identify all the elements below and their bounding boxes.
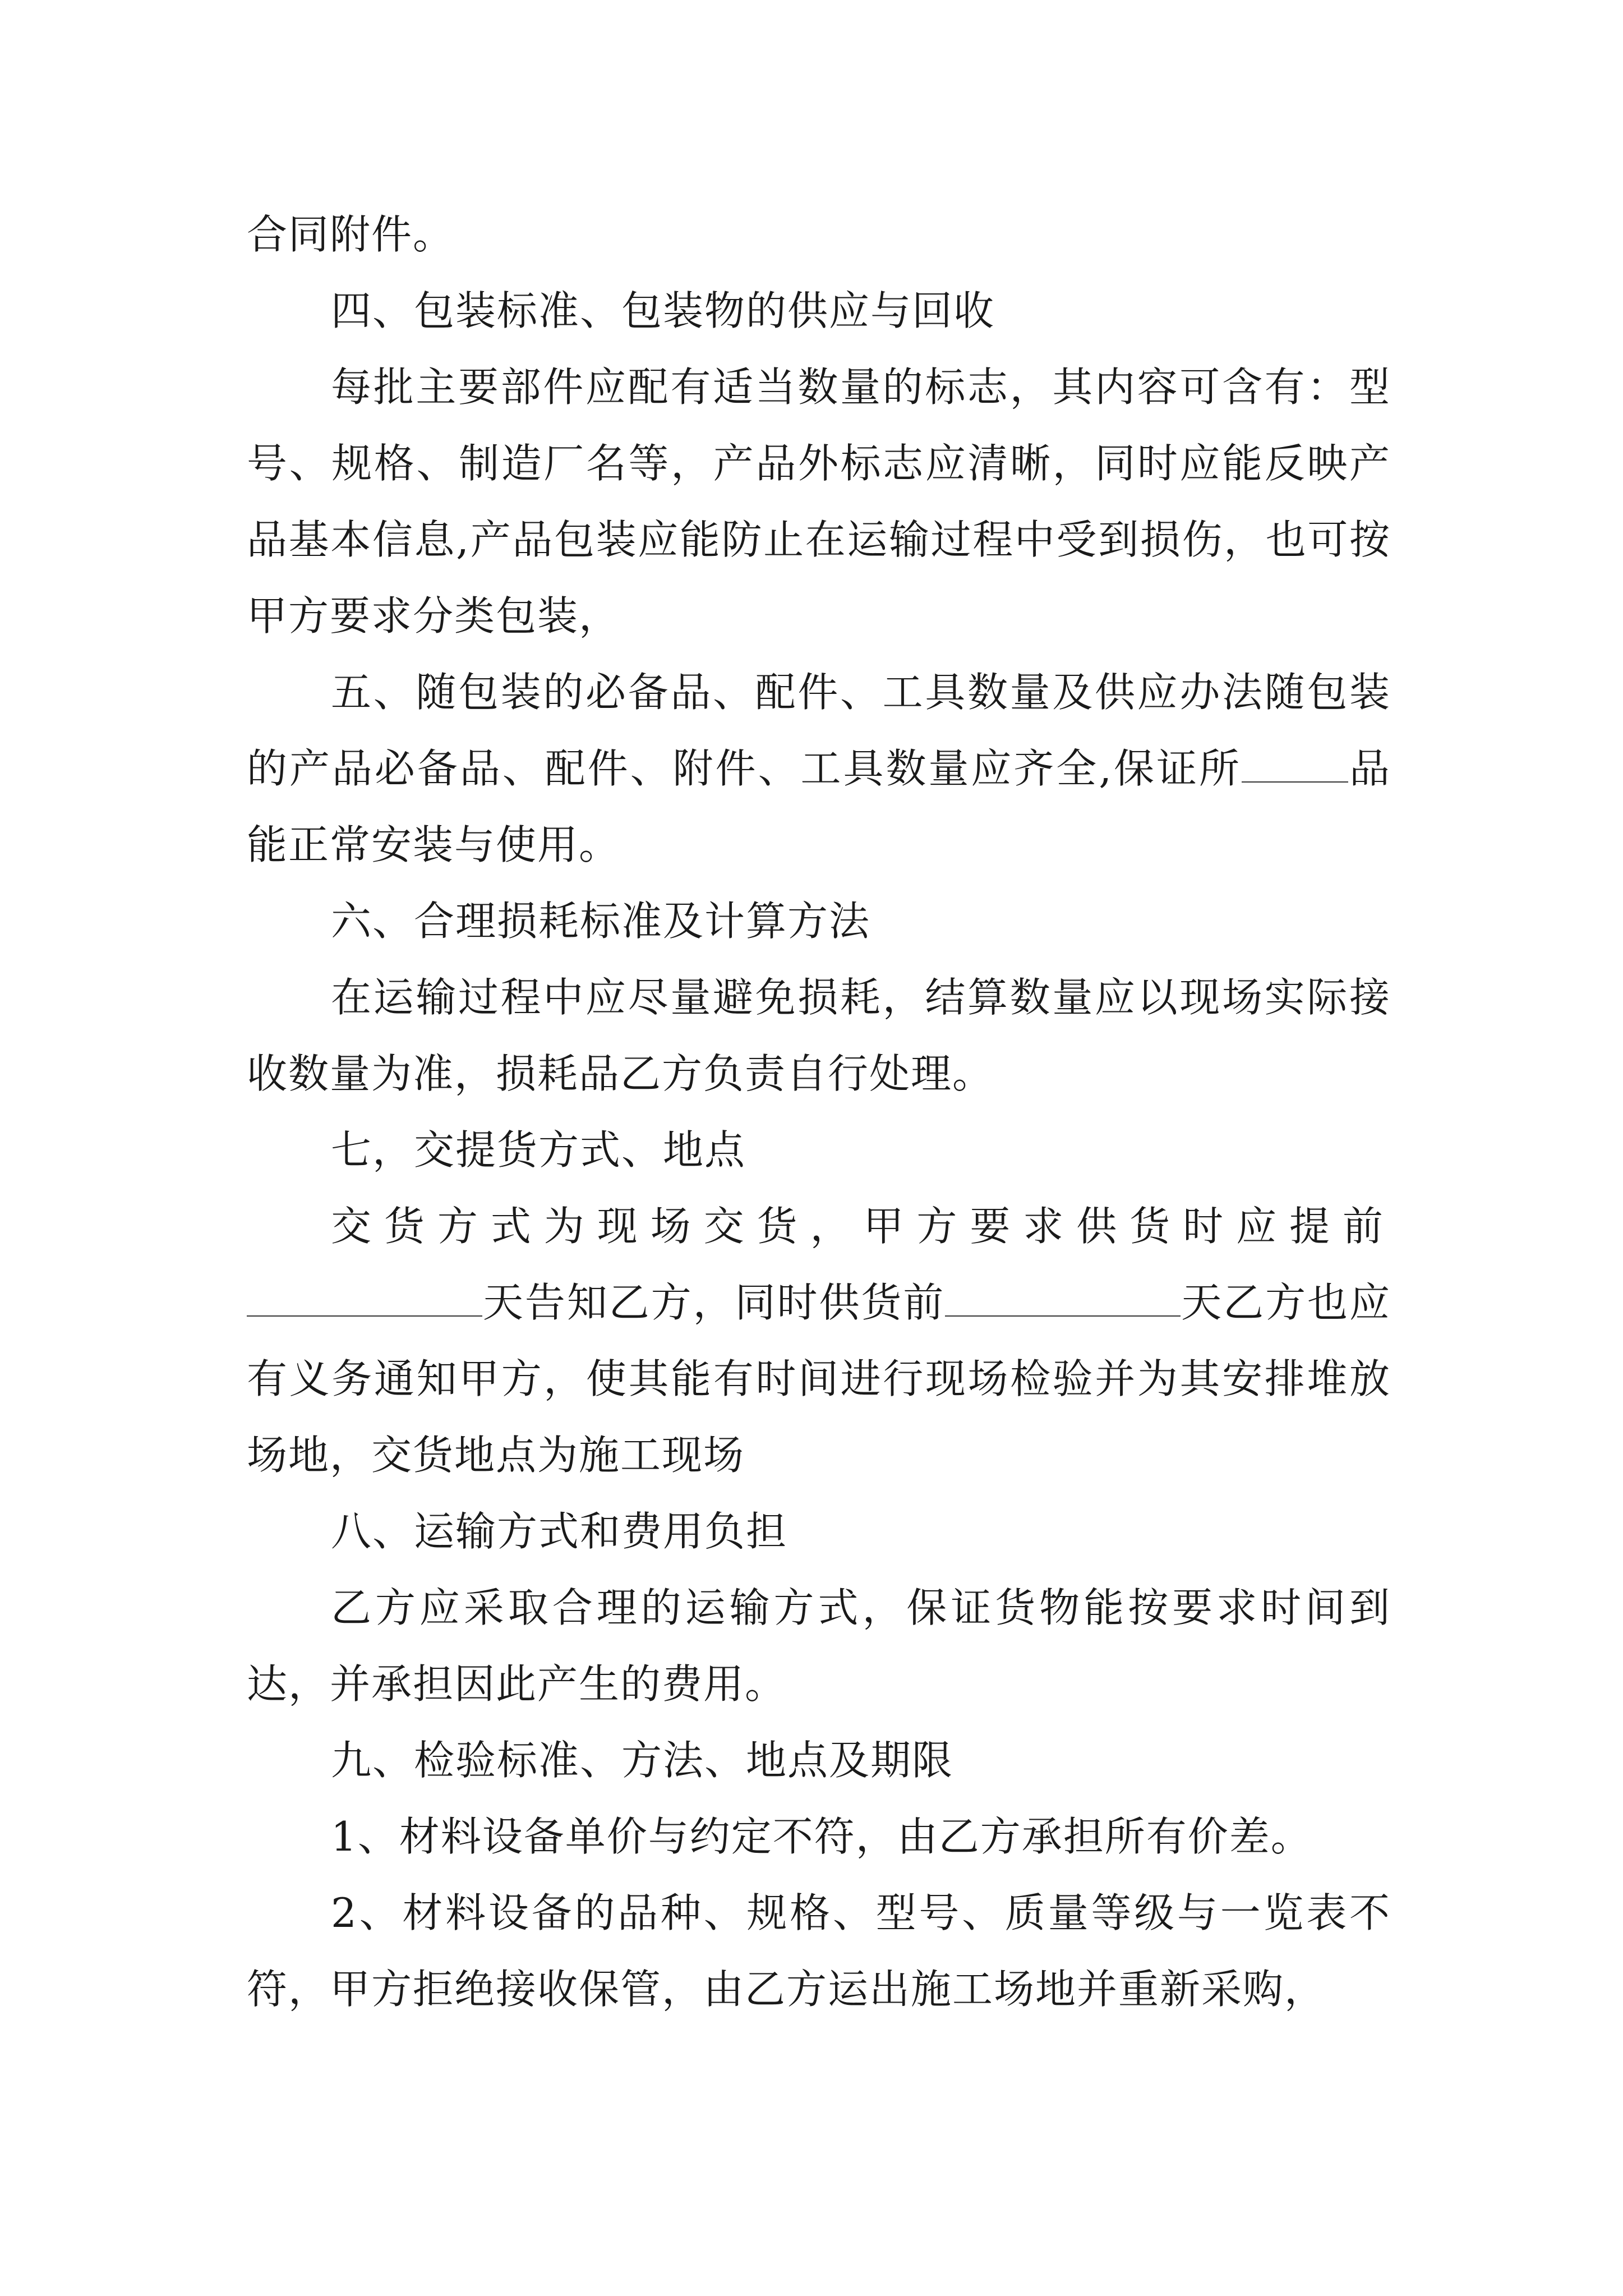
heading-inspection	[247, 1722, 1391, 1798]
paragraph-inspection-1	[247, 1798, 1391, 1875]
paragraph-text: 1、材料设备单价与约定不符，由乙方承担所有价差。	[331, 1813, 1312, 1860]
paragraph-text: 五、随包装的必备品、配件、工具数量及供应办法随包装的产品必备品、配件、附件、工具数量应齐全,保证所	[247, 669, 1391, 792]
paragraph-accessories	[247, 654, 1391, 883]
paragraph-text: 天告知乙方，同时供货前	[482, 1279, 946, 1326]
paragraph-loss	[247, 959, 1391, 1112]
paragraph-attachment	[247, 196, 1391, 273]
heading-packaging	[247, 273, 1391, 349]
heading-delivery	[247, 1112, 1391, 1188]
section-heading: 七，交提货方式、地点	[331, 1126, 746, 1174]
section-heading: 六、合理损耗标准及计算方法	[331, 898, 871, 945]
fill-in-blank[interactable]	[1242, 741, 1348, 783]
heading-transport	[247, 1493, 1391, 1570]
paragraph-text: 合同附件。	[247, 211, 455, 258]
paragraph-text: 交货方式为现场交货，甲方要求供货时应提前	[331, 1203, 1391, 1250]
heading-loss	[247, 883, 1391, 959]
paragraph-text: 乙方应采取合理的运输方式，保证货物能按要求时间到达，并承担因此产生的费用。	[247, 1584, 1391, 1708]
section-heading: 四、包装标准、包装物的供应与回收	[331, 287, 995, 334]
section-heading: 八、运输方式和费用负担	[331, 1508, 788, 1555]
paragraph-delivery	[247, 1188, 1391, 1493]
paragraph-text: 在运输过程中应尽量避免损耗，结算数量应以现场实际接收数量为准，损耗品乙方负责自行处理。	[247, 974, 1391, 1097]
paragraph-text: 每批主要部件应配有适当数量的标志，其内容可含有：型号、规格、制造厂名等，产品外标志应清晰，同时应能反映产品基本信息,产品包装应能防止在运输过程中受到损伤，也可按甲方要求分类包装，	[247, 364, 1391, 639]
fill-in-blank-days-before[interactable]	[945, 1275, 1181, 1317]
paragraph-text: 天乙方也应有义务通知甲方，使其能有时间进行现场检验并为其安排堆放场地，交货地点为施工现场	[247, 1279, 1391, 1479]
fill-in-blank-days-notice[interactable]	[247, 1275, 482, 1317]
document-body	[247, 196, 1391, 2027]
paragraph-marking	[247, 349, 1391, 654]
paragraph-inspection-2	[247, 1875, 1391, 2027]
paragraph-transport	[247, 1570, 1391, 1722]
paragraph-text: 2、材料设备的品种、规格、型号、质量等级与一览表不符，甲方拒绝接收保管，由乙方运出施工场地并重新采购，	[247, 1889, 1391, 2013]
paragraph-text: 品能正常安装与使用。	[247, 745, 1391, 868]
section-heading: 九、检验标准、方法、地点及期限	[331, 1737, 954, 1784]
